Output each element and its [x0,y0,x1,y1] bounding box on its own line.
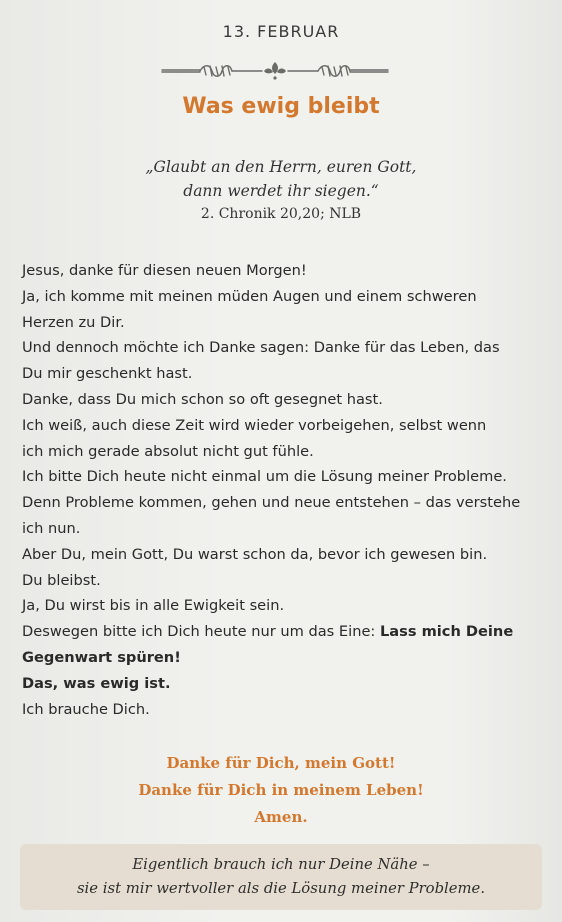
prayer-text [22,258,547,722]
prayer-line: Herzen zu Dir. [22,313,125,331]
closing-line: Danke für Dich in meinem Leben! [138,781,424,799]
prayer-line: Ja, Du wirst bis in alle Ewigkeit sein. [22,597,285,615]
reflection-line: Eigentlich brauch ich nur Deine Nähe – [132,856,430,873]
prayer-line: ich mich gerade absolut nicht gut fühle. [22,442,314,460]
prayer-line: Ich bitte Dich heute nicht einmal um die Lösung meiner Probleme. [22,468,507,486]
prayer-line: Danke, dass Du mich schon so oft gesegnet hast. [22,390,383,408]
prayer-line-bold [22,645,547,671]
closing-line: Danke für Dich, mein Gott! [166,754,396,772]
prayer-line: Aber Du, mein Gott, Du warst schon da, bevor ich gewesen bin. [22,545,488,563]
reflection-box [20,844,542,910]
prayer-line: Du bleibst. [22,571,101,589]
page-date: 13. FEBRUAR [222,22,340,41]
prayer-line: Du mir geschenkt hast. [22,365,193,383]
prayer-line: Und dennoch möchte ich Danke sagen: Danke für das Leben, das [22,339,500,357]
quote-reference: 2. Chronik 20,20; NLB [200,206,362,222]
prayer-bold-text: Das, was ewig ist. [22,674,171,692]
bible-quote [0,155,562,203]
prayer-line [22,619,547,645]
prayer-line-bold [22,671,547,697]
prayer-line: Ich brauche Dich. [22,700,150,718]
quote-line: dann werdet ihr siegen.“ [183,182,379,200]
prayer-line: Jesus, danke für diesen neuen Morgen! [22,262,307,279]
prayer-line-part: Deswegen bitte ich Dich heute nur um das Eine: [22,623,380,641]
page-title: Was ewig bleibt [182,94,380,119]
closing-blessing [0,750,562,831]
quote-line: „Glaubt an den Herrn, euren Gott, [145,158,417,176]
prayer-line: Ich weiß, auch diese Zeit wird wieder vorbeigehen, selbst wenn [22,416,487,434]
prayer-line: Ja, ich komme mit meinen müden Augen und einem schweren [22,287,477,305]
prayer-line-bold: Lass mich Deine [379,623,514,641]
rope-knot-ornament-icon [160,58,390,84]
prayer-bold-text: Gegenwart spüren! [22,648,181,666]
reflection-line: sie ist mir wertvoller als die Lösung meiner Probleme. [76,880,486,897]
prayer-line: Denn Probleme kommen, gehen und neue entstehen – das verstehe [22,494,521,512]
prayer-line: ich nun. [22,519,81,537]
closing-line: Amen. [254,808,308,826]
